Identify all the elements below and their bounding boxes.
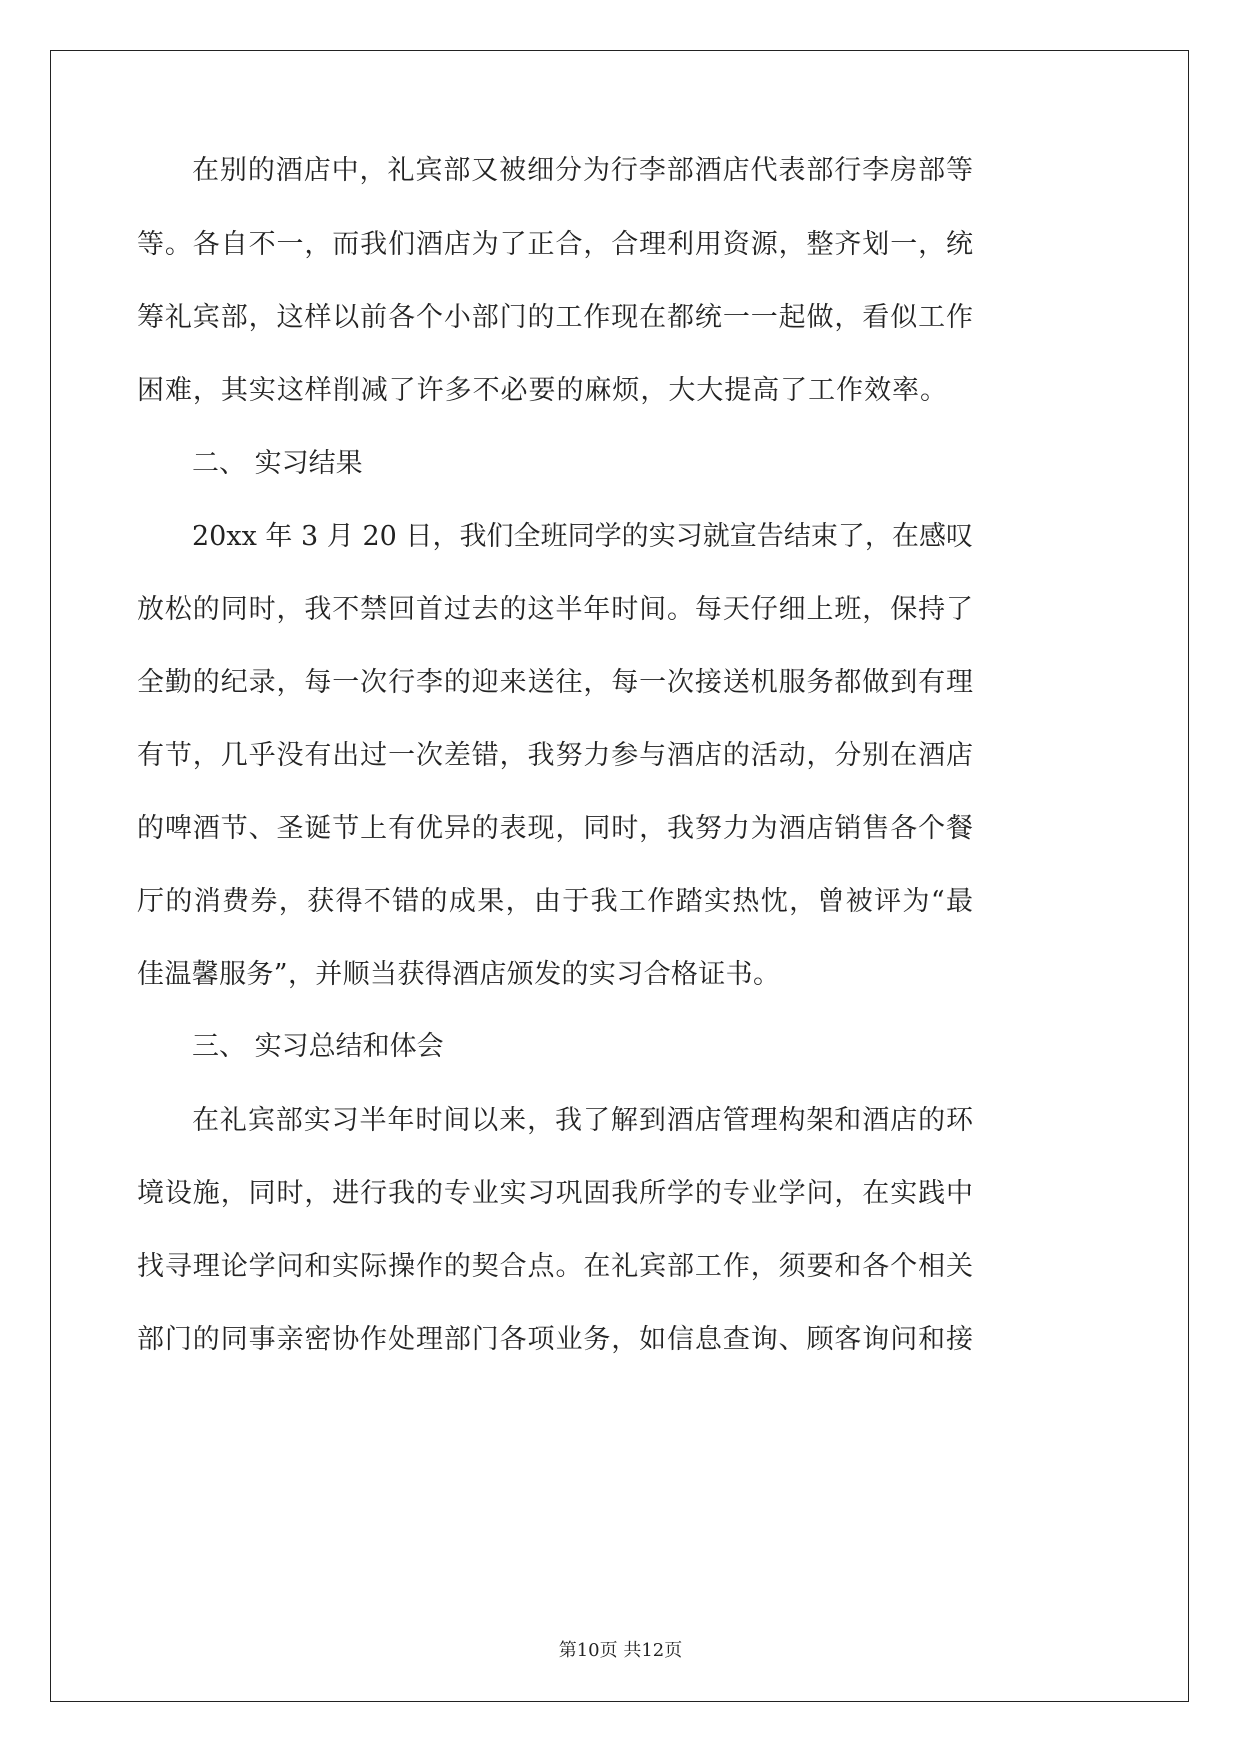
text-line [0, 736, 1241, 776]
text-line [0, 882, 1241, 922]
text-line [0, 225, 1241, 265]
text-line-content: 等。各自不一，而我们酒店为了正合，合理利用资源，整齐划一，统 [137, 229, 973, 260]
text-line-content: 找寻理论学问和实际操作的契合点。在礼宾部工作，须要和各个相关 [137, 1251, 973, 1282]
text-line-content: 20xx 年 3 月 20 日，我们全班同学的实习就宣告结束了，在感叹 [192, 521, 973, 552]
text-line-content: 困难，其实这样削减了许多不必要的麻烦，大大提高了工作效率。 [137, 375, 947, 406]
text-line [0, 298, 1241, 338]
text-line-content: 放松的同时，我不禁回首过去的这半年时间。每天仔细上班，保持了 [137, 594, 973, 625]
text-line [0, 809, 1241, 849]
section-heading [0, 444, 1241, 484]
text-line-content: 在礼宾部实习半年时间以来，我了解到酒店管理构架和酒店的环 [192, 1105, 973, 1136]
text-line-content: 筹礼宾部，这样以前各个小部门的工作现在都统一一起做，看似工作 [137, 302, 973, 333]
text-line [0, 1174, 1241, 1214]
text-line-content: 部门的同事亲密协作处理部门各项业务，如信息查询、顾客询问和接 [137, 1324, 973, 1355]
text-line [0, 955, 1241, 995]
text-line-content: 厅的消费券，获得不错的成果，由于我工作踏实热忱，曾被评为“最 [137, 886, 973, 917]
text-line-content: 全勤的纪录，每一次行李的迎来送往，每一次接送机服务都做到有理 [137, 667, 973, 698]
text-line [0, 151, 1241, 191]
text-line-content: 境设施，同时，进行我的专业实习巩固我所学的专业学问，在实践中 [137, 1178, 973, 1209]
text-line-content: 在别的酒店中，礼宾部又被细分为行李部酒店代表部行李房部等 [192, 155, 973, 186]
text-line [0, 1320, 1241, 1360]
text-line [0, 1101, 1241, 1141]
text-line-content: 的啤酒节、圣诞节上有优异的表现，同时，我努力为酒店销售各个餐 [137, 813, 973, 844]
text-line [0, 371, 1241, 411]
section-heading [0, 1027, 1241, 1067]
text-line [0, 1247, 1241, 1287]
text-line [0, 663, 1241, 703]
text-line [0, 590, 1241, 630]
section-heading-text: 三、 实习总结和体会 [192, 1031, 444, 1062]
text-line-content: 佳温馨服务”，并顺当获得酒店颁发的实习合格证书。 [137, 959, 780, 990]
text-line [0, 517, 1241, 557]
section-heading-text: 二、 实习结果 [192, 448, 363, 479]
page-number-footer: 第10页 共12页 [558, 1640, 683, 1661]
text-line-content: 有节，几乎没有出过一次差错，我努力参与酒店的活动，分别在酒店 [137, 740, 973, 771]
